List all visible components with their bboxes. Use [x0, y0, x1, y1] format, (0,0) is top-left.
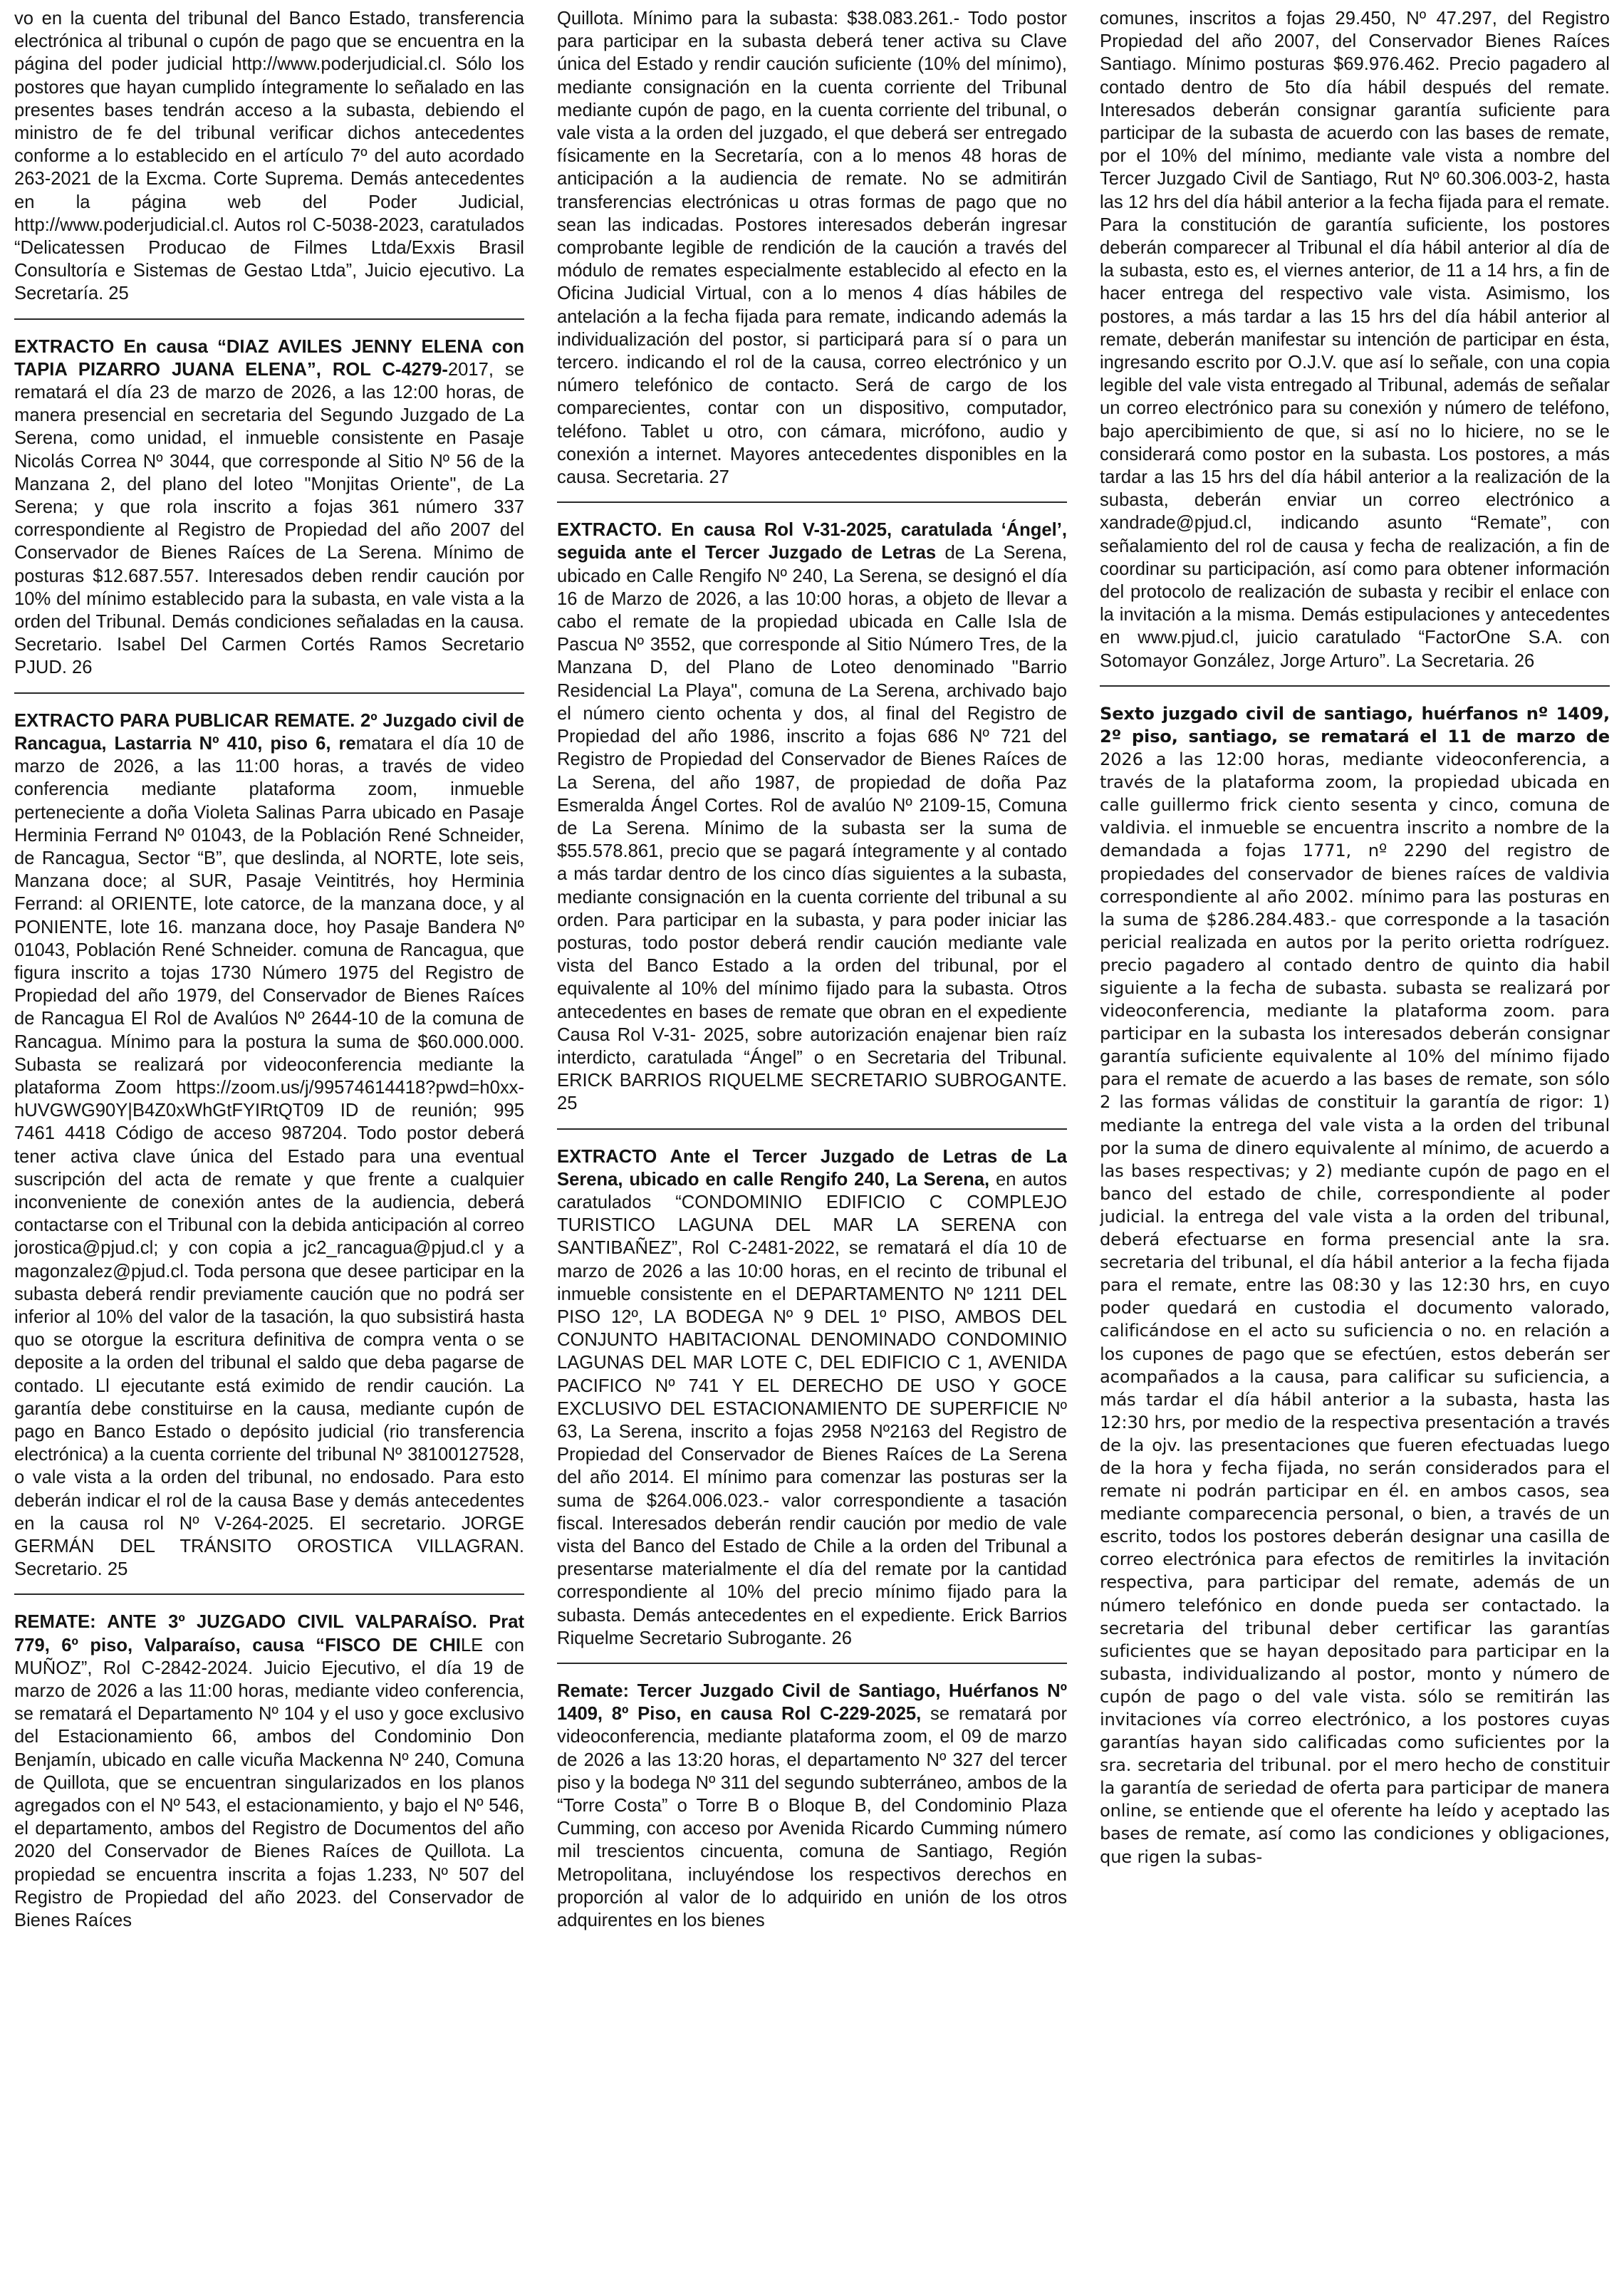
- notice-body: de La Serena, ubicado en Calle Rengifo Nº 240, La Serena, se designó el día 16 de Marzo de 2026, a las 10:00 horas, a objeto de llevar a cabo el remate de la propiedad ubicada en Calle Isla de Pascua Nº 3552, que corresponde al Sitio Número Tres, de la Manzana D, del Plano de Loteo denominado "Barrio Residencial La Playa", comuna de La Serena, archivado bajo el número ciento ochenta y dos, al final del Registro de Propiedad del año 1986, inscrito a fojas 686 Nº 721 del Registro de Propiedad del Conservador de Bienes Raíces de La Serena, del año 1987, de propiedad de doña Paz Esmeralda Ángel Cortes. Rol de avalúo Nº 2109-15, Comuna de La Serena. Mínimo de la subasta ser la suma de $55.578.861, precio que se pagará íntegramente y al contado a más tardar dentro de los cinco días siguientes a la subasta, mediante consignación en la cuenta corriente del tribunal a su orden. Para participar en la subasta, y para poder iniciar las posturas, todo postor deberá rendir caución mediante vale vista del Banco Estado a la orden del tribunal, por el equivalente al 10% del mínimo fijado para la subasta. Otros antecedentes en bases de remate que obran en el expediente Causa Rol V-31- 2025, sobre autorización enajenar bien raíz interdicto, caratulada “Ángel” o en Secretaria del Tribunal. ERICK BARRIOS RIQUELME SECRETARIO SUBROGANTE. 25: [557, 543, 1067, 1114]
- notice-body: Quillota. Mínimo para la subasta: $38.083.261.- Todo postor para participar en la subasta deberá tener activa su Clave única del Estado y rendir caución suficiente (10% del mínimo), mediante consignación en la cuenta corriente del Tribunal mediante cupón de pago, en la cuenta corriente del tribunal, o vale vista a la orden del juzgado, el que deberá ser entregado físicamente en la Secretaría, con a lo menos 48 horas de anticipación a la audiencia de remate. No se admitirán transferencias electrónicas u otras formas de pago que no sean las indicadas. Postores interesados deberán ingresar comprobante legible de rendición de la caución a través del módulo de remates especialmente establecido al efecto en la Oficina Judicial Virtual, con a lo menos 4 días hábiles de antelación a la fecha fijada para remate, indicando además la individualización del postor, si participará para sí o para un tercero. indicando el rol de la causa, correo electrónico y un número telefónico de contacto. Será de cargo de los comparecientes, contar con un dispositivo, computador, teléfono. Tablet u otro, con cámara, micrófono, audio y conexión a internet. Mayores antecedentes disponibles en la causa. Secretaria. 27: [557, 9, 1067, 488]
- divider: [557, 1663, 1067, 1664]
- notice-body: vo en la cuenta del tribunal del Banco Estado, transferencia electrónica al tribunal o cupón de pago que se encuentra en la página del poder judicial http://www.poderjudicial.cl. Sólo los postores que hayan cumplido íntegramente lo señalado en las presentes bases tendrán acceso a la subasta, debiendo el ministro de fe del tribunal verificar dichos antecedentes conforme a lo establecido en el artículo 7º del auto acordado 263-2021 de la Excma. Corte Suprema. Demás antecedentes en la página web del Poder Judicial, http://www.poderjudicial.cl. Autos rol C-5038-2023, caratulados “Delicatessen Producao de Filmes Ltda/Exxis Brasil Consultoría e Sistemas de Gestao Ltda”, Juicio ejecutivo. La Secretaría. 25: [14, 9, 524, 304]
- notice-angel: [557, 519, 1067, 1125]
- notice-heading: EXTRACTO Ante el Tercer Juzgado de Letras de La Serena, ubicado en calle Rengifo 240, La Serena,: [557, 1146, 1067, 1190]
- divider: [1100, 685, 1610, 687]
- notice-body: 2026 a las 12:00 horas, mediante videoconferencia, a través de la plataforma zoom, la propiedad ubicada en calle guillermo frick ciento sesenta y cinco, comuna de valdivia. el inmueble se encuentra inscrito a nombre de la demandada a fojas 1771, nº 2290 del registro de propiedades del conservador de bienes raíces de valdivia correspondiente al año 2002. mínimo para las posturas en la suma de $286.284.483.- que corresponde a la tasación pericial realizada en autos por la perito orietta rodríguez. precio pagadero al contado dentro de quinto dia habil siguiente a la fecha de subasta. subasta se realizará por videoconferencia, mediante la plataforma zoom. para participar en la subasta los interesados deberán consignar garantía suficiente equivalente al 10% del mínimo fijado para el remate de acuerdo a las bases de remate, son sólo 2 las formas válidas de constituir la garantía de rigor: 1) mediante la entrega del vale vista a la orden del tribunal por la suma de dinero equivalente al mínimo, de acuerdo a las bases respectivas; y 2) mediante cupón de pago en el banco del estado de chile, correspondiente al poder judicial. la entrega del vale vista a la orden del tribunal, deberá efectuarse en forma presencial ante la sra. secretaria del tribunal, el día hábil anterior a la fecha fijada para el remate, entre las 08:30 y las 12:30 hrs, en cuyo poder quedará en custodia el documento valorado, calificándose en el acto su suficiencia o no. en relación a los cupones de pago que se efectúen, estos deberán ser acompañados a la causa, para calificar su suficiencia, a más tardar el día hábil anterior a la subasta, hasta las 12:30 hrs, por medio de la respectiva presentación a través de la ojv. las presentaciones que fueren efectuadas luego de la hora y fecha fijada, no serán considerados para el remate ni podrán participar en él. en ambos casos, sea mediante comparecencia personal, o bien, a través de un escrito, todos los postores deberán designar una casilla de correo electrónica para efectos de remitirles la invitación respectiva, para participar del remate, además de un número telefónico en donde pueda ser contactado. la secretaria del tribunal deber certificar las garantías suficientes que se hayan depositado para participar en la subasta, individualizando al postor, monto y número de cupón de pago o del vale vista. sólo se remitirán las invitaciones vía correo electrónico, a los postores cuyas garantías hayan sido calificadas como suficientes por la sra. secretaria del tribunal. por el mero hecho de constituir la garantía de seriedad de oferta para participar de manera online, se entiende que el oferente ha leído y aceptado las bases de remate, así como las condiciones y obligaciones, que rigen la subas-: [1100, 749, 1610, 1867]
- notice-diaz-aviles: [14, 336, 524, 690]
- column-3: [1100, 7, 1610, 2281]
- notice-heading: Remate: Tercer Juzgado Civil de Santiago, Huérfanos Nº 1409, 8º Piso, en causa Rol C-229-2025,: [557, 1681, 1067, 1725]
- notice-heading: EXTRACTO En causa “DIAZ AVILES JENNY ELENA con TAPIA PIZARRO JUANA ELENA”, ROL C-4279-: [14, 336, 524, 380]
- notice-continuation: [557, 7, 1067, 499]
- notice-continuation: [1100, 7, 1610, 682]
- notice-heading: REMATE: ANTE 3º JUZGADO CIVIL VALPARAÍSO. Prat 779, 6º piso, Valparaíso, causa “FISCO DE CHI: [14, 1612, 524, 1655]
- divider: [14, 692, 524, 694]
- column-2: [557, 7, 1067, 2281]
- divider: [557, 1128, 1067, 1130]
- notice-body: LE con MUÑOZ”, Rol C-2842-2024. Juicio Ejecutivo, el día 19 de marzo de 2026 a las 11:00 horas, mediante video conferencia, se rematará el Departamento Nº 104 y el uso y goce exclusivo del Estacionamiento 66, ambos del Condominio Don Benjamín, ubicado en calle vicuña Mackenna Nº 240, Comuna de Quillota, que se encuentran singularizados en los planos agregados con el Nº 543, el estacionamiento, y bajo el Nº 546, el departamento, ambos del Registro de Documentos del año 2020 del Conservador de Bienes Raíces de Quillota. La propiedad se encuentra inscrita a fojas 1.233, Nº 507 del Registro de Propiedad del año 2023. del Conservador de Bienes Raíces: [14, 1635, 524, 1931]
- notice-rancagua: [14, 709, 524, 1591]
- column-1: [14, 7, 524, 2281]
- notice-body: matara el día 10 de marzo de 2026, a las 11:00 horas, a través de video conferencia mediante plataforma zoom, inmueble perteneciente a doña Violeta Salinas Parra ubicado en Pasaje Herminia Ferrand Nº 01043, de la Población René Schneider, de Rancagua, Sector “B”, que deslinda, al NORTE, lote seis, Manzana doce; al SUR, Pasaje Veintitrés, hoy Herminia Ferrand: al ORIENTE, lote catorce, de la manzana doce, y al PONIENTE, lote 16. manzana doce, hoy Pasaje Bandera Nº 01043, Población René Schneider. comuna de Rancagua, que figura inscrito a tojas 1730 Número 1975 del Registro de Propiedad del año 1979, del Conservador de Bienes Raíces de Rancagua El Rol de Avalúos Nº 2644-10 de la comuna de Rancagua. Mínimo para la postura la suma de $60.000.000. Subasta se realizará por videoconferencia mediante la plataforma Zoom https://zoom.us/j/99574614418?pwd=h0xx-hUVGWG90Y|B4Z0xWhGtFYIRtQT09 ID de reunión; 995 7461 4418 Código de acceso 987204. Todo postor deberá tener activa clave única del Estado para una eventual suscripción del acta de remate y que frente a cualquier inconveniente de conexión antes de la audiencia, deberá contactarse con el Tribunal con la debida anticipación al correo jorostica@pjud.cl; y con copia a jc2_rancagua@pjud.cl y a magonzalez@pjud.cl. Toda persona que desee participar en la subasta deberá rendir previamente caución que no podrá ser inferior al 10% del valor de la tasación, la quo subsistirá hasta quo se otorgue la escritura definitiva de compra venta o se deposite a la orden del tribunal el saldo que deba pagarse de contado. Ll ejecutante está eximido de rendir caución. La garantía debe constituirse en la causa, mediante cupón de pago en Banco Estado o depósito judicial (rio transferencia electrónica) a la cuenta corriente del tribunal Nº 38100127528, o vale vista a la orden del tribunal, no endosado. Para esto deberán indicar el rol de la causa Base y demás antecedentes en la causa rol Nº V-264-2025. El secretario. JORGE GERMÁN DEL TRÁNSITO OROSTICA VILLAGRAN. Secretario. 25: [14, 733, 524, 1580]
- notice-body: en autos caratulados “CONDOMINIO EDIFICIO C COMPLEJO TURISTICO LAGUNA DEL MAR LA SERENA con SANTIBAÑEZ”, Rol C-2481-2022, se rematará el día 10 de marzo de 2026 a las 10:00 horas, en el recinto de tribunal el inmueble consistente en el DEPARTAMENTO Nº 1211 DEL PISO 12º, LA BODEGA Nº 9 DEL 1º PISO, AMBOS DEL CONJUNTO HABITACIONAL DENOMINADO CONDOMINIO LAGUNAS DEL MAR LOTE C, DEL EDIFICIO C 1, AVENIDA PACIFICO Nº 741 Y EL DERECHO DE USO Y GOCE EXCLUSIVO DEL ESTACIONAMIENTO DE SUPERFICIE Nº 63, La Serena, inscrito a fojas 2958 Nº2163 del Registro de Propiedad del Conservador de Bienes Raíces de La Serena del año 2014. El mínimo para comenzar las posturas ser la suma de $264.006.023.- valor correspondiente a tasación fiscal. Interesados deberán rendir caución por medio de vale vista del Banco del Estado de Chile a la orden del Tribunal a presentarse materialmente el día del remate por la cantidad correspondiente al 10% del precio mínimo fijado para la subasta. Demás antecedentes en el expediente. Erick Barrios Riquelme Secretario Subrogante. 26: [557, 1169, 1067, 1648]
- notice-body: se rematará por videoconferencia, mediante plataforma zoom, el 09 de marzo de 2026 a las 13:20 horas, el departamento Nº 327 del tercer piso y la bodega Nº 311 del segundo subterráneo, ambos de la “Torre Costa” o Torre B o Bloque B, del Condominio Plaza Cumming, con acceso por Avenida Ricardo Cumming número mil trescientos cincuenta, comuna de Santiago, Región Metropolitana, incluyéndose los respectivos derechos en proporción al valor de lo adquirido en unión de los otros adquirentes en los bienes: [557, 1704, 1067, 1931]
- notice-heading: Sexto juzgado civil de santiago, huérfanos nº 1409, 2º piso, santiago, se rematará el 11 de marzo de: [1100, 703, 1610, 747]
- divider: [557, 501, 1067, 503]
- notice-tercer-civil-santiago: [557, 1680, 1067, 1942]
- notice-sexto-juzgado: [1100, 702, 1610, 1878]
- notice-continuation: [14, 7, 524, 316]
- notice-heading: EXTRACTO PARA PUBLICAR REMATE. 2º Juzgado civil de Rancagua, Lastarria Nº 410, piso 6, re: [14, 710, 524, 754]
- notice-body: comunes, inscritos a fojas 29.450, Nº 47.297, del Registro Propiedad del año 2007, del Conservador Bienes Raíces Santiago. Mínimo posturas $69.976.462. Precio pagadero al contado dentro de 5to día hábil después del remate. Interesados deberán consignar garantía suficiente para participar de la subasta de acuerdo con las bases de remate, por el 10% del mínimo, mediante vale vista a nombre del Tercer Juzgado Civil de Santiago, Rut Nº 60.306.003-2, hasta las 12 hrs del día hábil anterior a la fecha fijada para el remate. Para la constitución de garantía suficiente, los postores deberán comparecer al Tribunal el día hábil anterior al día de la subasta, esto es, el viernes anterior, de 11 a 14 hrs, a fin de hacer entrega del respectivo vale vista. Asimismo, los postores, a más tardar a las 15 hrs del día hábil anterior al remate, deberán manifestar su intención de participar en ésta, ingresando escrito por O.J.V. que así lo señale, con una copia legible del vale vista entregado al Tribunal, además de señalar un correo electrónico para su conexión y número de teléfono, bajo apercibimiento de que, si así no lo hiciere, no se le considerará como postor en la subasta. Los postores, a más tardar a las 15 hrs del día hábil anterior a la realización de la subasta, deberán enviar un correo electrónico a xandrade@pjud.cl, indicando asunto “Remate”, con señalamiento del rol de causa y fecha de realización, a fin de coordinar su participación, así como para obtener información del protocolo de realización de subasta y recibir el enlace con la invitación a la misma. Demás estipulaciones y antecedentes en www.pjud.cl, juicio caratulado “FactorOne S.A. con Sotomayor González, Jorge Arturo”. La Secretaria. 26: [1100, 9, 1610, 671]
- divider: [14, 1593, 524, 1595]
- divider: [14, 318, 524, 320]
- notice-laguna-del-mar: [557, 1145, 1067, 1660]
- notice-heading: EXTRACTO. En causa Rol V-31-2025, caratulada ‘Ángel’, seguida ante el Tercer Juzgado de Letras: [557, 520, 1067, 563]
- notice-valparaiso: [14, 1611, 524, 1942]
- newspaper-classifieds-page: [14, 7, 1610, 2281]
- notice-body: 2017, se rematará el día 23 de marzo de 2026, a las 12:00 horas, de manera presencial en secretaria del Segundo Juzgado de La Serena, como unidad, el inmueble consistente en Pasaje Nicolás Correa Nº 3044, que corresponde al Sitio Nº 56 de la Manzana 2, del plano del loteo "Monjitas Oriente", de La Serena; y que rola inscrito a fojas 361 número 337 correspondiente al Registro de Propiedad del año 2007 del Conservador de Bienes Raíces de La Serena. Mínimo de posturas $12.687.557. Interesados deben rendir caución por 10% del mínimo establecido para la subasta, en vale vista a la orden del Tribunal. Demás condiciones señaladas en la causa. Secretario. Isabel Del Carmen Cortés Ramos Secretario PJUD. 26: [14, 359, 524, 678]
